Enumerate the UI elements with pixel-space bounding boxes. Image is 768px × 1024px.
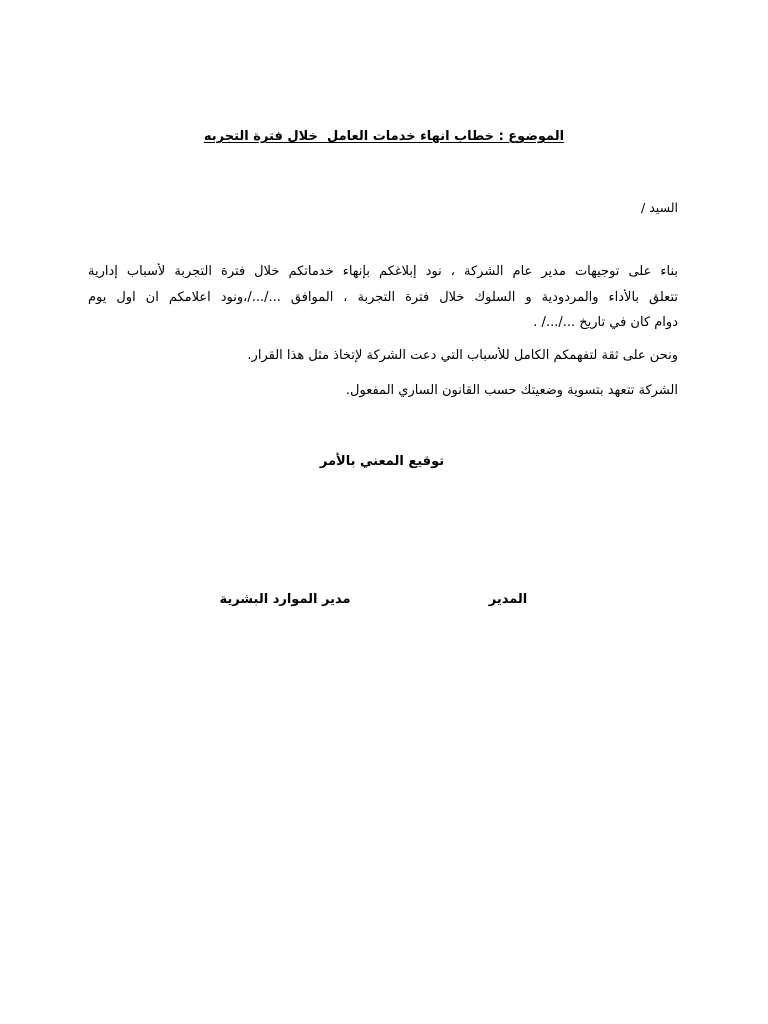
body-paragraph-1-line-1: بناء على توجيهات مدير عام الشركة ، نود إبلاغكم بإنهاء خدماتكم خلال فترة التجربة لأسباب إدارية — [88, 264, 678, 279]
body-paragraph-2: ونحن على ثقة لتفهمكم الكامل للأسباب التي دعت الشركة لإتخاذ مثل هذا القرار. — [247, 348, 678, 363]
hr-manager-signatory: مدير الموارد البشرية — [219, 592, 351, 607]
salutation: السيد / — [641, 200, 678, 215]
signature-label: توقيع المعني بالأمر — [319, 454, 445, 469]
letter-subject: الموضوع : خطاب انهاء خدمات العامل خلال فترة التجربه — [203, 129, 565, 144]
body-paragraph-1-line-3: دوام كان في تاريخ .../.../ . — [533, 315, 678, 330]
manager-signatory: المدير — [488, 592, 528, 607]
body-paragraph-1-line-2: تتعلق بالأداء والمردودية و السلوك خلال فترة التجربة ، الموافق .../.../،ونود اعلامكم ان اول يوم — [88, 290, 678, 305]
body-paragraph-3: الشركة تتعهد بتسوية وضعيتك حسب القانون الساري المفعول. — [345, 383, 678, 398]
